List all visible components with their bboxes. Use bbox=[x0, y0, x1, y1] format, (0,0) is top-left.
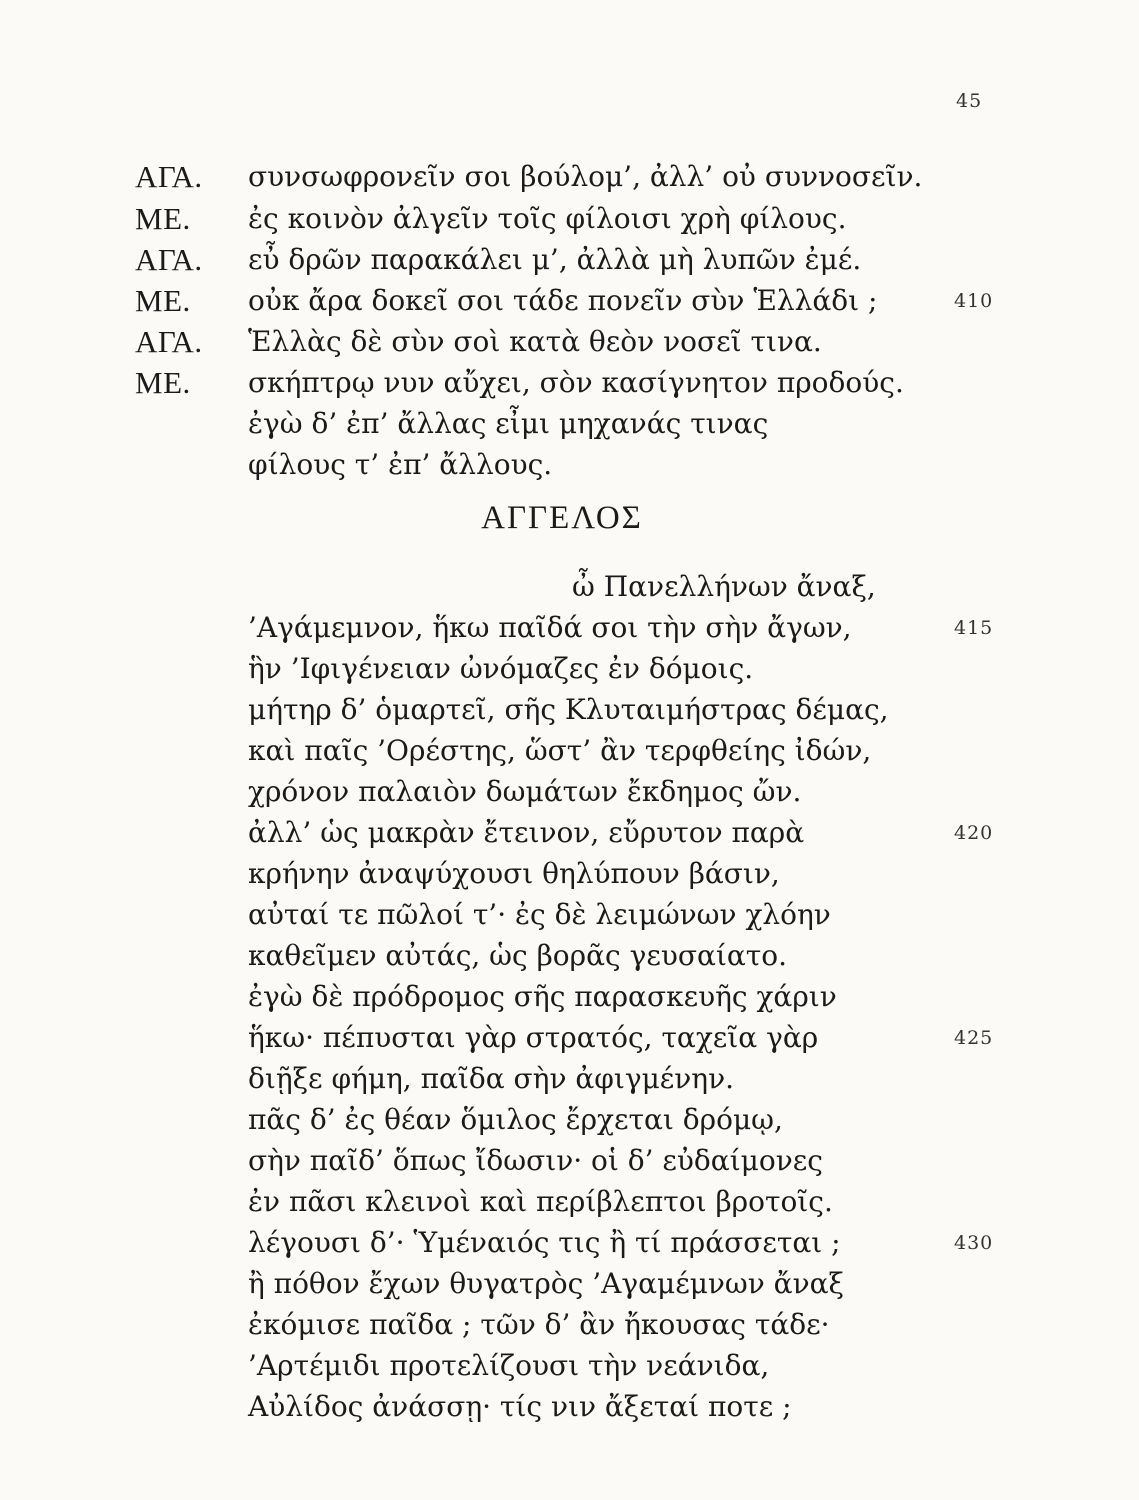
verse-line bbox=[0, 1264, 1139, 1304]
page-number: 45 bbox=[956, 90, 983, 112]
verse-text: χρόνον παλαιὸν δωμάτων ἔκδημος ὤν. bbox=[248, 775, 802, 808]
dialogue-line bbox=[0, 322, 1139, 362]
verse-text: σκήπτρῳ νυν αὔχει, σὸν κασίγνητον προδούς. bbox=[248, 366, 904, 399]
line-number: 425 bbox=[954, 1027, 994, 1049]
verse-text: λέγουσι δ’· Ὑμέναιός τις ἢ τί πράσσεται ; bbox=[248, 1226, 841, 1259]
speaker-label: ΑΓΑ. bbox=[135, 324, 203, 359]
verse-line bbox=[0, 1059, 1139, 1099]
verse-line bbox=[0, 772, 1139, 812]
verse-line bbox=[0, 895, 1139, 935]
dialogue-line bbox=[0, 240, 1139, 280]
dialogue-line bbox=[0, 157, 1139, 197]
verse-text: ἣν ’Ιφιγένειαν ὠνόμαζες ἐν δόμοις. bbox=[248, 652, 754, 685]
verse-line bbox=[0, 936, 1139, 976]
verse-text: σὴν παῖδ’ ὅπως ἴδωσιν· οἱ δ’ εὐδαίμονες bbox=[248, 1144, 823, 1177]
speaker-label: ΑΓΑ. bbox=[135, 242, 203, 277]
verse-line bbox=[0, 1387, 1139, 1427]
speaker-label: ΑΓΑ. bbox=[135, 159, 203, 194]
verse-text: ἐγὼ δὲ πρόδρομος σῆς παρασκευῆς χάριν bbox=[248, 980, 837, 1013]
verse-text: ’Αγάμεμνον, ἥκω παῖδά σοι τὴν σὴν ἄγων, bbox=[248, 611, 852, 644]
verse-text: πᾶς δ’ ἐς θέαν ὅμιλος ἔρχεται δρόμῳ, bbox=[248, 1103, 783, 1136]
dialogue-line bbox=[0, 404, 1139, 444]
verse-text: καθεῖμεν αὐτάς, ὡς βορᾶς γευσαίατο. bbox=[248, 939, 788, 972]
verse-text: διῇξε φήμη, παῖδα σὴν ἀφιγμένην. bbox=[248, 1062, 735, 1095]
verse-line bbox=[0, 1018, 1139, 1058]
section-heading bbox=[0, 500, 1139, 537]
dialogue-line bbox=[0, 199, 1139, 239]
dialogue-line bbox=[0, 445, 1139, 485]
verse-text: Αὐλίδος ἀνάσσῃ· τίς νιν ἄξεταί ποτε ; bbox=[248, 1390, 792, 1423]
verse-line bbox=[0, 690, 1139, 730]
verse-text: ἐς κοινὸν ἀλγεῖν τοῖς φίλοισι χρὴ φίλους. bbox=[248, 202, 847, 235]
verse-text: Ἑλλὰς δὲ σὺν σοὶ κατὰ θεὸν νοσεῖ τινα. bbox=[248, 325, 822, 358]
verse-line bbox=[0, 813, 1139, 853]
verse-line bbox=[0, 731, 1139, 771]
verse-text: ὦ Πανελλήνων ἄναξ, bbox=[572, 570, 876, 603]
line-number: 415 bbox=[954, 617, 994, 639]
dialogue-line bbox=[0, 363, 1139, 403]
line-number: 410 bbox=[954, 290, 994, 312]
speaker-label: ΜΕ. bbox=[135, 283, 191, 318]
verse-text: ’Αρτέμιδι προτελίζουσι τὴν νεάνιδα, bbox=[248, 1349, 770, 1382]
verse-text: αὐταί τε πῶλοί τ’· ἐς δὲ λειμώνων χλόην bbox=[248, 898, 831, 931]
verse-line bbox=[0, 977, 1139, 1017]
verse-line bbox=[0, 567, 1139, 607]
speaker-label: ΜΕ. bbox=[135, 201, 191, 236]
verse-text: κρήνην ἀναψύχουσι θηλύπουν βάσιν, bbox=[248, 857, 780, 890]
verse-text: ἐν πᾶσι κλεινοὶ καὶ περίβλεπτοι βροτοῖς. bbox=[248, 1185, 833, 1218]
verse-text: ἐκόμισε παῖδα ; τῶν δ’ ἂν ἤκουσας τάδε· bbox=[248, 1308, 830, 1341]
verse-line bbox=[0, 1182, 1139, 1222]
verse-text: φίλους τ’ ἐπ’ ἄλλους. bbox=[248, 448, 553, 481]
verse-line bbox=[0, 608, 1139, 648]
verse-text: συνσωφρονεῖν σοι βούλομ’, ἀλλ’ οὐ συννοσεῖν. bbox=[248, 160, 923, 193]
verse-text: μήτηρ δ’ ὁμαρτεῖ, σῆς Κλυταιμήστρας δέμας, bbox=[248, 693, 889, 726]
verse-line bbox=[0, 854, 1139, 894]
verse-text: ἢ πόθον ἔχων θυγατρὸς ’Αγαμέμνων ἄναξ bbox=[248, 1267, 844, 1300]
verse-text: ἥκω· πέπυσται γὰρ στρατός, ταχεῖα γὰρ bbox=[248, 1021, 819, 1054]
verse-line bbox=[0, 1100, 1139, 1140]
verse-line bbox=[0, 649, 1139, 689]
section-heading-text: ΑΓΓΕΛΟΣ bbox=[481, 500, 643, 536]
speaker-label: ΜΕ. bbox=[135, 365, 191, 400]
verse-line bbox=[0, 1223, 1139, 1263]
verse-text: καὶ παῖς ’Ορέστης, ὥστ’ ἂν τερφθείης ἰδών, bbox=[248, 734, 872, 767]
line-number: 430 bbox=[954, 1232, 994, 1254]
verse-line bbox=[0, 1346, 1139, 1386]
verse-text: ἀλλ’ ὡς μακρὰν ἔτεινον, εὔρυτον παρὰ bbox=[248, 816, 805, 849]
verse-text: ἐγὼ δ’ ἐπ’ ἄλλας εἶμι μηχανάς τινας bbox=[248, 407, 769, 440]
verse-line bbox=[0, 1305, 1139, 1345]
verse-line bbox=[0, 1141, 1139, 1181]
verse-text: οὐκ ἄρα δοκεῖ σοι τάδε πονεῖν σὺν Ἑλλάδι ; bbox=[248, 284, 878, 317]
line-number: 420 bbox=[954, 822, 994, 844]
dialogue-line bbox=[0, 281, 1139, 321]
verse-text: εὖ δρῶν παρακάλει μ’, ἀλλὰ μὴ λυπῶν ἐμέ. bbox=[248, 243, 862, 276]
